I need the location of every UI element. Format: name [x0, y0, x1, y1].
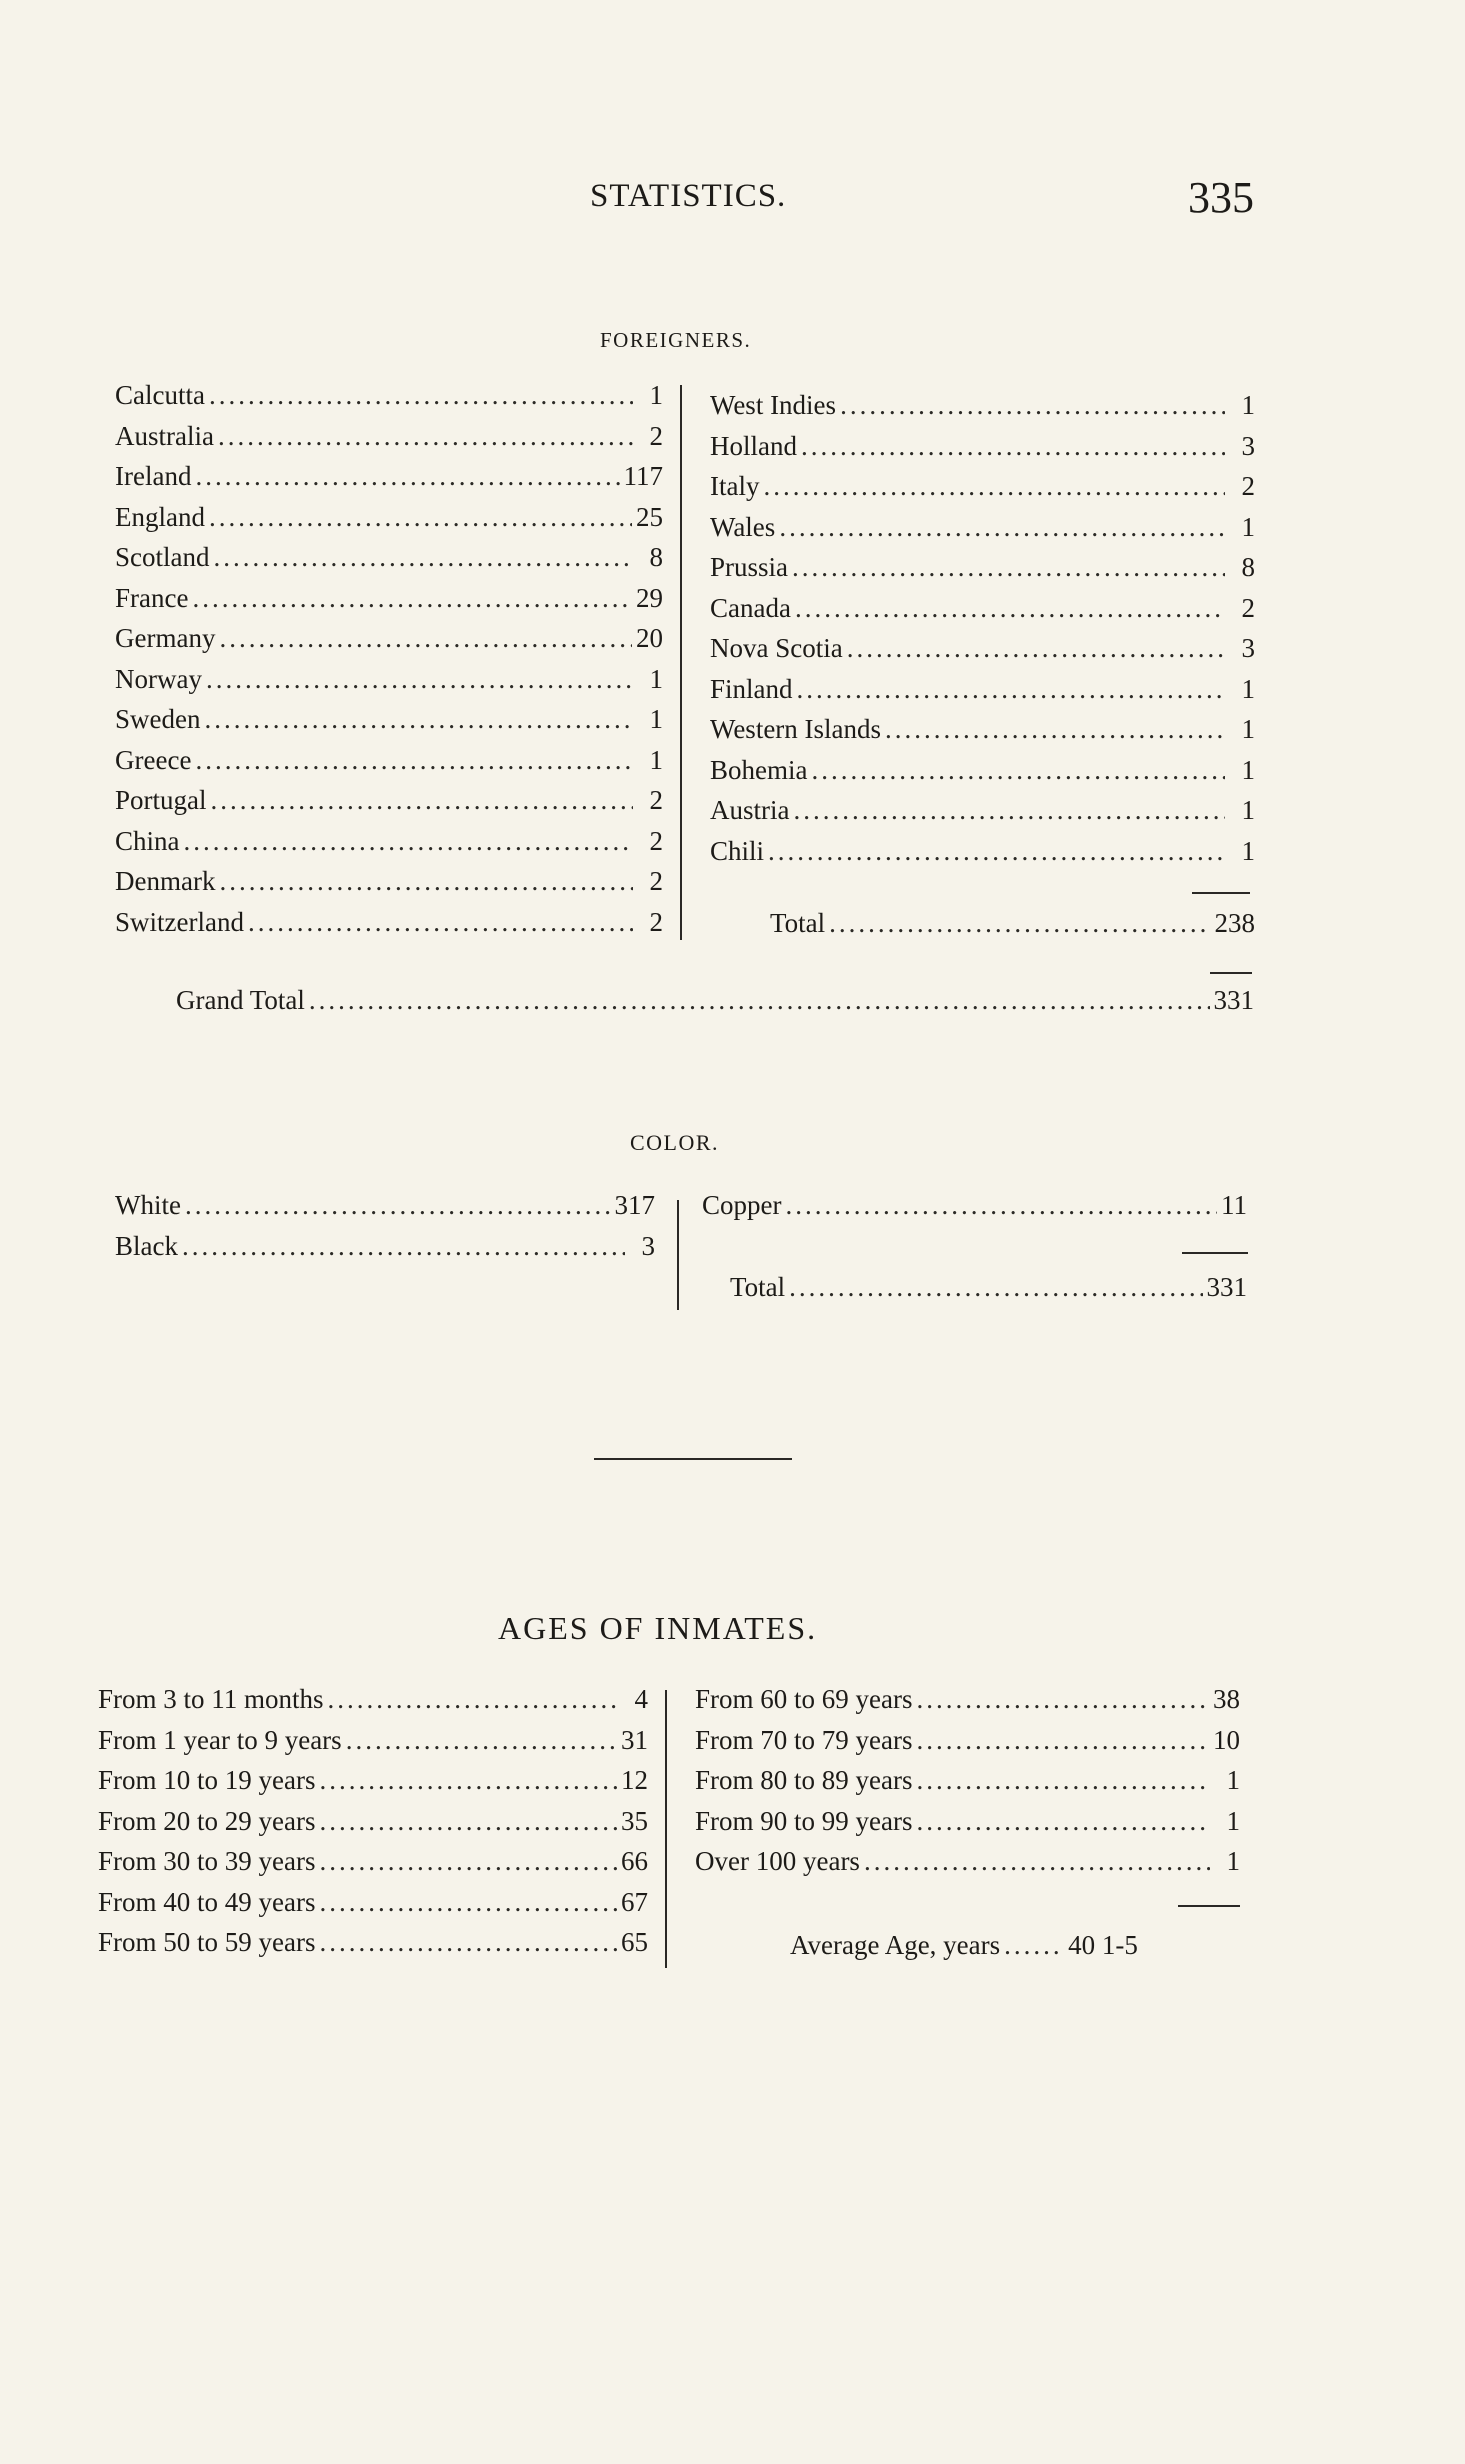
- total-label: Total: [770, 908, 826, 938]
- leader-dots: [185, 1190, 611, 1221]
- table-row: [115, 380, 663, 421]
- leader-dots: [797, 674, 1225, 705]
- row-label: Canada: [710, 592, 791, 623]
- foreigners-right-list: [710, 390, 1255, 876]
- row-value: 3: [1241, 430, 1255, 461]
- leader-dots: [192, 583, 632, 614]
- leader-dots: [847, 633, 1225, 664]
- row-label: Norway: [115, 663, 202, 694]
- leader-dots: [319, 1765, 617, 1796]
- table-row: [115, 826, 663, 867]
- row-label: From 1 year to 9 years: [98, 1724, 342, 1755]
- grand-total-value: 331: [1213, 985, 1254, 1015]
- leader-dots: [204, 704, 633, 735]
- row-value: 1: [1241, 714, 1255, 744]
- leader-dots: [864, 1846, 1210, 1877]
- row-label: Greece: [115, 744, 192, 775]
- table-row: [115, 421, 663, 462]
- row-value: 8: [1241, 552, 1255, 582]
- row-label: From 80 to 89 years: [695, 1765, 913, 1795]
- leader-dots: [209, 380, 633, 411]
- table-row: [702, 1190, 1247, 1231]
- table-row: [98, 1725, 648, 1766]
- row-label: From 50 to 59 years: [98, 1927, 316, 1957]
- row-value: 2: [1241, 471, 1255, 501]
- column-divider: [677, 1200, 679, 1310]
- row-value: 67: [621, 1886, 648, 1917]
- table-row: [710, 674, 1255, 715]
- row-value: 2: [649, 420, 663, 451]
- row-label: France: [115, 582, 189, 613]
- leader-dots: [793, 795, 1225, 826]
- row-label: Copper: [702, 1190, 782, 1220]
- table-row: [98, 1684, 648, 1725]
- leader-dots: [184, 826, 634, 857]
- row-label: Calcutta: [115, 380, 205, 410]
- leader-dots: [840, 390, 1225, 421]
- row-value: 1: [649, 704, 663, 734]
- leader-dots: [248, 907, 633, 938]
- leader-dots: [219, 623, 632, 654]
- row-label: From 40 to 49 years: [98, 1886, 316, 1917]
- total-label: Total: [730, 1272, 786, 1302]
- row-value: 1: [1241, 511, 1255, 542]
- row-label: Holland: [710, 430, 797, 461]
- leader-dots: [319, 1806, 617, 1837]
- table-row: [98, 1887, 648, 1928]
- table-row: [98, 1765, 648, 1806]
- row-label: From 70 to 79 years: [695, 1724, 913, 1755]
- row-label: Germany: [115, 623, 216, 653]
- table-row: [98, 1806, 648, 1847]
- total-rule: [1182, 1252, 1248, 1254]
- table-row: [115, 1190, 655, 1231]
- column-divider: [680, 385, 682, 940]
- leader-dots: [319, 1846, 617, 1877]
- row-value: 1: [1241, 795, 1255, 825]
- row-label: Portugal: [115, 785, 207, 815]
- leader-dots: [829, 908, 1210, 939]
- row-label: Nova Scotia: [710, 633, 843, 663]
- foreigners-title: FOREIGNERS.: [600, 328, 752, 352]
- leader-dots: [346, 1725, 617, 1756]
- leader-dots: [916, 1725, 1209, 1756]
- row-value: 1: [1241, 835, 1255, 866]
- leader-dots: [916, 1806, 1210, 1837]
- foreigners-left-list: [115, 380, 663, 947]
- grand-total-label: Grand Total: [176, 985, 305, 1015]
- row-label: Switzerland: [115, 906, 244, 937]
- leader-dots: [811, 755, 1225, 786]
- ages-left-list: [98, 1684, 648, 1968]
- leader-dots: [1004, 1930, 1064, 1961]
- leader-dots: [328, 1684, 618, 1715]
- leader-dots: [195, 461, 619, 492]
- leader-dots: [182, 1231, 625, 1262]
- row-label: Finland: [710, 673, 793, 704]
- row-label: From 3 to 11 months: [98, 1684, 324, 1714]
- row-value: 11: [1221, 1190, 1247, 1220]
- leader-dots: [209, 502, 632, 533]
- row-label: From 90 to 99 years: [695, 1805, 913, 1836]
- table-row: [115, 623, 663, 664]
- leader-dots: [785, 1190, 1217, 1221]
- table-row: [695, 1684, 1240, 1725]
- leader-dots: [795, 593, 1225, 624]
- leader-dots: [768, 836, 1225, 867]
- leader-dots: [309, 985, 1210, 1016]
- row-label: From 30 to 39 years: [98, 1846, 316, 1876]
- row-label: Italy: [710, 471, 760, 501]
- table-row: [710, 593, 1255, 634]
- color-right-list: [702, 1190, 1247, 1231]
- color-total-row: [730, 1272, 1247, 1313]
- color-title: COLOR.: [630, 1130, 720, 1155]
- row-value: 2: [649, 825, 663, 856]
- table-row: [115, 907, 663, 948]
- row-value: 4: [634, 1684, 648, 1714]
- row-label: Austria: [710, 795, 790, 825]
- table-row: [115, 866, 663, 907]
- running-head: STATISTICS.: [590, 178, 787, 214]
- total-value: 331: [1206, 1272, 1247, 1302]
- table-row: [710, 836, 1255, 877]
- table-row: [710, 552, 1255, 593]
- total-rule: [1178, 1905, 1240, 1907]
- table-row: [695, 1846, 1240, 1887]
- leader-dots: [885, 714, 1225, 745]
- row-label: Wales: [710, 511, 776, 542]
- row-value: 12: [621, 1765, 648, 1795]
- ages-right-list: [695, 1684, 1240, 1887]
- table-row: [98, 1927, 648, 1968]
- row-value: 1: [1241, 673, 1255, 704]
- table-row: [695, 1806, 1240, 1847]
- row-label: Sweden: [115, 704, 201, 734]
- leader-dots: [195, 745, 633, 776]
- row-label: Over 100 years: [695, 1846, 860, 1876]
- row-label: From 20 to 29 years: [98, 1805, 316, 1836]
- row-label: Western Islands: [710, 714, 882, 744]
- table-row: [115, 542, 663, 583]
- row-value: 1: [1226, 1805, 1240, 1836]
- table-row: [115, 502, 663, 543]
- row-label: Ireland: [115, 461, 192, 491]
- table-row: [115, 785, 663, 826]
- row-value: 3: [641, 1230, 655, 1261]
- row-value: 8: [649, 542, 663, 572]
- row-label: Bohemia: [710, 754, 808, 785]
- leader-dots: [214, 542, 634, 573]
- row-value: 2: [649, 785, 663, 815]
- row-value: 65: [621, 1927, 648, 1957]
- table-row: [710, 512, 1255, 553]
- average-label: Average Age, years: [790, 1930, 1001, 1960]
- total-value: 238: [1214, 908, 1255, 938]
- leader-dots: [779, 512, 1225, 543]
- row-label: Prussia: [710, 552, 789, 582]
- color-left-list: [115, 1190, 655, 1271]
- leader-dots: [319, 1927, 617, 1958]
- row-value: 2: [649, 906, 663, 937]
- row-value: 1: [649, 380, 663, 410]
- table-row: [695, 1765, 1240, 1806]
- total-rule: [1192, 892, 1250, 894]
- table-row: [695, 1725, 1240, 1766]
- row-label: England: [115, 501, 205, 532]
- row-value: 1: [649, 744, 663, 775]
- column-divider: [665, 1690, 667, 1968]
- row-label: Black: [115, 1230, 178, 1261]
- row-value: 38: [1213, 1684, 1240, 1714]
- row-value: 25: [636, 501, 663, 532]
- row-value: 3: [1241, 633, 1255, 663]
- table-row: [115, 704, 663, 745]
- leader-dots: [206, 664, 633, 695]
- row-label: White: [115, 1190, 181, 1220]
- table-row: [710, 795, 1255, 836]
- row-value: 2: [1241, 592, 1255, 623]
- row-label: West Indies: [710, 390, 837, 420]
- leader-dots: [801, 431, 1225, 462]
- leader-dots: [916, 1684, 1209, 1715]
- page-number: 335: [1188, 173, 1254, 222]
- table-row: [710, 755, 1255, 796]
- foreigners-total-row: [770, 908, 1255, 949]
- leader-dots: [763, 471, 1225, 502]
- row-label: China: [115, 825, 180, 856]
- leader-dots: [792, 552, 1225, 583]
- row-value: 35: [621, 1805, 648, 1836]
- row-value: 2: [649, 866, 663, 896]
- leader-dots: [319, 1887, 617, 1918]
- table-row: [115, 583, 663, 624]
- leader-dots: [211, 785, 634, 816]
- table-row: [115, 1231, 655, 1272]
- row-label: Chili: [710, 835, 765, 866]
- row-label: From 60 to 69 years: [695, 1684, 913, 1714]
- row-value: 10: [1213, 1724, 1240, 1755]
- table-row: [98, 1846, 648, 1887]
- row-value: 317: [614, 1190, 655, 1220]
- average-age-row: [790, 1930, 1240, 1971]
- leader-dots: [789, 1272, 1202, 1303]
- row-value: 66: [621, 1846, 648, 1876]
- row-value: 20: [636, 623, 663, 653]
- table-row: [710, 714, 1255, 755]
- row-label: Denmark: [115, 866, 216, 896]
- leader-dots: [218, 421, 633, 452]
- table-row: [115, 664, 663, 705]
- table-row: [710, 633, 1255, 674]
- row-label: Australia: [115, 420, 214, 451]
- row-value: 117: [623, 461, 663, 491]
- table-row: [710, 390, 1255, 431]
- row-value: 1: [1241, 754, 1255, 785]
- leader-dots: [916, 1765, 1210, 1796]
- row-value: 1: [1241, 390, 1255, 420]
- row-label: Scotland: [115, 542, 210, 572]
- leader-dots: [219, 866, 633, 897]
- row-value: 1: [1226, 1765, 1240, 1795]
- row-value: 1: [649, 663, 663, 694]
- table-row: [115, 745, 663, 786]
- average-value: 40 1-5: [1068, 1930, 1138, 1960]
- row-value: 31: [621, 1724, 648, 1755]
- grand-total-row: [176, 985, 1254, 1026]
- row-value: 29: [636, 582, 663, 613]
- row-value: 1: [1226, 1846, 1240, 1876]
- grand-total-rule: [1210, 972, 1252, 974]
- table-row: [710, 471, 1255, 512]
- ages-title: AGES OF INMATES.: [498, 1610, 818, 1646]
- section-separator: [594, 1458, 792, 1460]
- table-row: [115, 461, 663, 502]
- table-row: [710, 431, 1255, 472]
- row-label: From 10 to 19 years: [98, 1765, 316, 1795]
